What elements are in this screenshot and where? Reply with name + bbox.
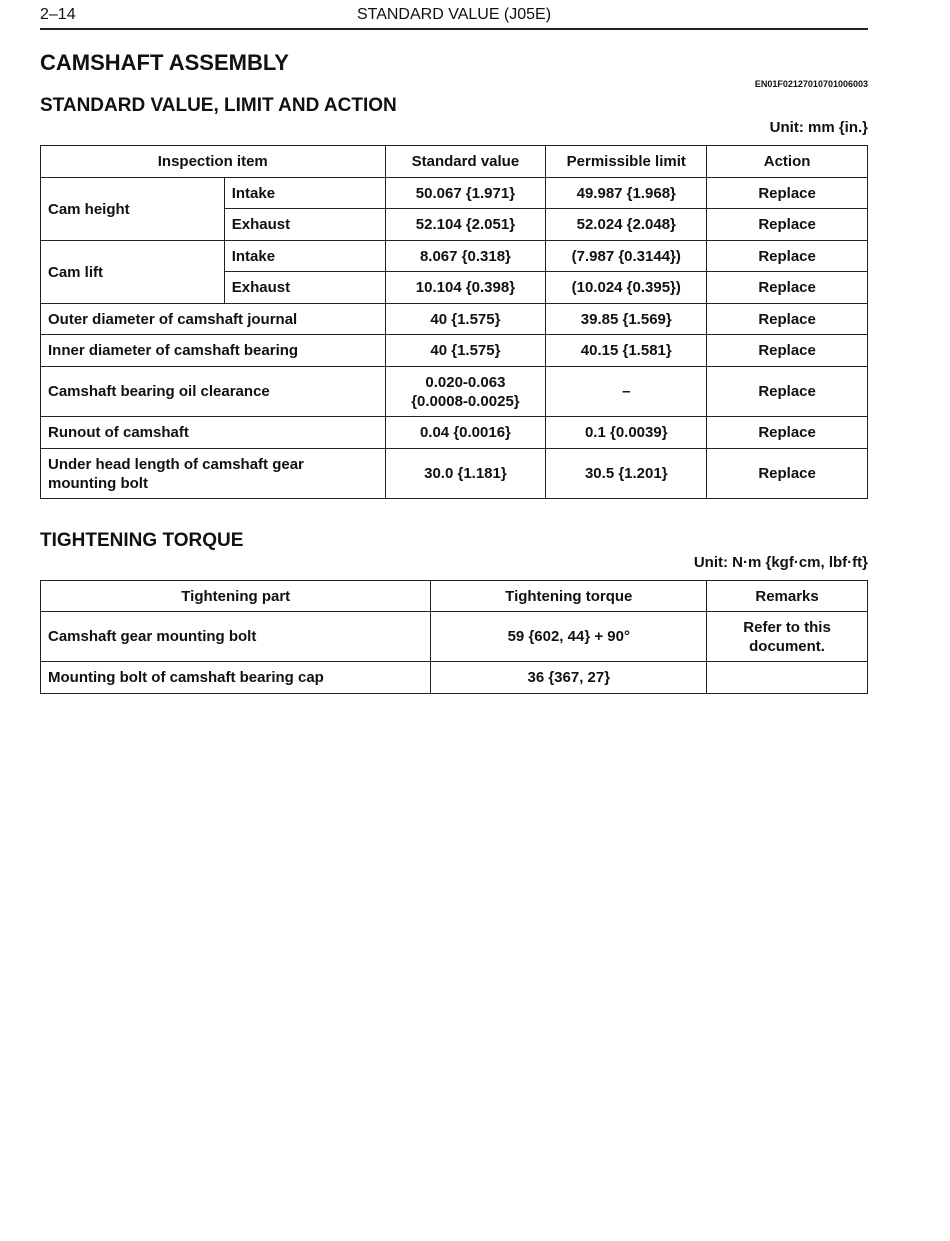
standard-value-cell: 50.067 {1.971} bbox=[385, 178, 546, 209]
sub-item: Intake bbox=[224, 241, 385, 272]
table-row bbox=[41, 335, 868, 367]
col-header-remarks: Remarks bbox=[707, 581, 868, 612]
table-row bbox=[41, 612, 868, 662]
sub-item: Exhaust bbox=[224, 209, 385, 241]
table-row bbox=[41, 241, 868, 272]
table-header-row bbox=[41, 581, 868, 612]
table-row bbox=[41, 304, 868, 335]
standard-value-cell: 30.0 {1.181} bbox=[385, 449, 546, 499]
action-cell: Replace bbox=[707, 209, 868, 241]
tightening-torque-cell: 59 {602, 44} + 90° bbox=[431, 612, 707, 662]
action-cell: Replace bbox=[707, 335, 868, 367]
col-header-tightening-torque: Tightening torque bbox=[431, 581, 707, 612]
standard-value-cell: 40 {1.575} bbox=[385, 335, 546, 367]
standard-value-cell: 10.104 {0.398} bbox=[385, 272, 546, 304]
limit-cell: 30.5 {1.201} bbox=[546, 449, 707, 499]
tightening-part-cell: Mounting bolt of camshaft bearing cap bbox=[41, 662, 431, 694]
torque-table bbox=[40, 580, 868, 694]
page-title: CAMSHAFT ASSEMBLY bbox=[40, 50, 289, 75]
running-title: STANDARD VALUE (J05E) bbox=[356, 6, 552, 23]
action-cell: Replace bbox=[707, 417, 868, 449]
limit-cell: (10.024 {0.395}) bbox=[546, 272, 707, 304]
cam-height-label: Cam height bbox=[41, 178, 225, 241]
standard-value-cell: 40 {1.575} bbox=[385, 304, 546, 335]
table-row bbox=[41, 178, 868, 209]
action-cell: Replace bbox=[707, 449, 868, 499]
sub-item: Intake bbox=[224, 178, 385, 209]
spec-table bbox=[40, 145, 868, 499]
action-cell: Replace bbox=[707, 272, 868, 304]
page-number: 2–14 bbox=[40, 6, 76, 23]
col-header-standard-value: Standard value bbox=[385, 146, 546, 178]
standard-value-line: 0.020-0.063 bbox=[425, 373, 506, 391]
limit-cell: 0.1 {0.0039} bbox=[546, 417, 707, 449]
standard-value-cell bbox=[385, 367, 546, 417]
standard-value-cell: 8.067 {0.318} bbox=[385, 241, 546, 272]
table-header-row bbox=[41, 146, 868, 178]
table-row bbox=[41, 449, 868, 499]
limit-cell: (7.987 {0.3144}) bbox=[546, 241, 707, 272]
inspection-item-cell: Outer diameter of camshaft journal bbox=[41, 304, 386, 335]
table-row bbox=[41, 417, 868, 449]
tightening-part-cell: Camshaft gear mounting bolt bbox=[41, 612, 431, 662]
remarks-cell bbox=[707, 612, 868, 662]
limit-cell: 39.85 {1.569} bbox=[546, 304, 707, 335]
document-code: EN01F02127010701006003 bbox=[754, 79, 868, 89]
limit-cell: 40.15 {1.581} bbox=[546, 335, 707, 367]
action-cell: Replace bbox=[707, 367, 868, 417]
action-cell: Replace bbox=[707, 241, 868, 272]
torque-section-heading: TIGHTENING TORQUE bbox=[40, 530, 244, 551]
inspection-item-cell: Runout of camshaft bbox=[41, 417, 386, 449]
col-header-action: Action bbox=[707, 146, 868, 178]
tightening-torque-cell: 36 {367, 27} bbox=[431, 662, 707, 694]
remarks-line: document. bbox=[749, 637, 825, 655]
sub-item: Exhaust bbox=[224, 272, 385, 304]
table-row bbox=[41, 367, 868, 417]
limit-cell: 52.024 {2.048} bbox=[546, 209, 707, 241]
limit-cell: 49.987 {1.968} bbox=[546, 178, 707, 209]
col-header-tightening-part: Tightening part bbox=[41, 581, 431, 612]
standard-value-cell: 52.104 {2.051} bbox=[385, 209, 546, 241]
cam-lift-label: Cam lift bbox=[41, 241, 225, 304]
table-row bbox=[41, 662, 868, 694]
standard-value-line: {0.0008-0.0025} bbox=[411, 392, 520, 410]
col-header-inspection-item: Inspection item bbox=[41, 146, 386, 178]
inspection-item-cell bbox=[41, 449, 386, 499]
remarks-line: Refer to this bbox=[743, 618, 831, 636]
action-cell: Replace bbox=[707, 178, 868, 209]
inspection-item-cell: Inner diameter of camshaft bearing bbox=[41, 335, 386, 367]
limit-cell: – bbox=[546, 367, 707, 417]
torque-unit-label: Unit: N·m {kgf·cm, lbf·ft} bbox=[693, 554, 868, 571]
remarks-cell bbox=[707, 662, 868, 694]
inspection-item-cell: Camshaft bearing oil clearance bbox=[41, 367, 386, 417]
spec-unit-label: Unit: mm {in.} bbox=[769, 119, 868, 136]
action-cell: Replace bbox=[707, 304, 868, 335]
standard-value-cell: 0.04 {0.0016} bbox=[385, 417, 546, 449]
page-header bbox=[40, 4, 868, 30]
inspection-item-line: Under head length of camshaft gear bbox=[48, 455, 304, 473]
col-header-permissible-limit: Permissible limit bbox=[546, 146, 707, 178]
inspection-item-line: mounting bolt bbox=[48, 474, 148, 492]
spec-section-heading: STANDARD VALUE, LIMIT AND ACTION bbox=[40, 95, 397, 116]
